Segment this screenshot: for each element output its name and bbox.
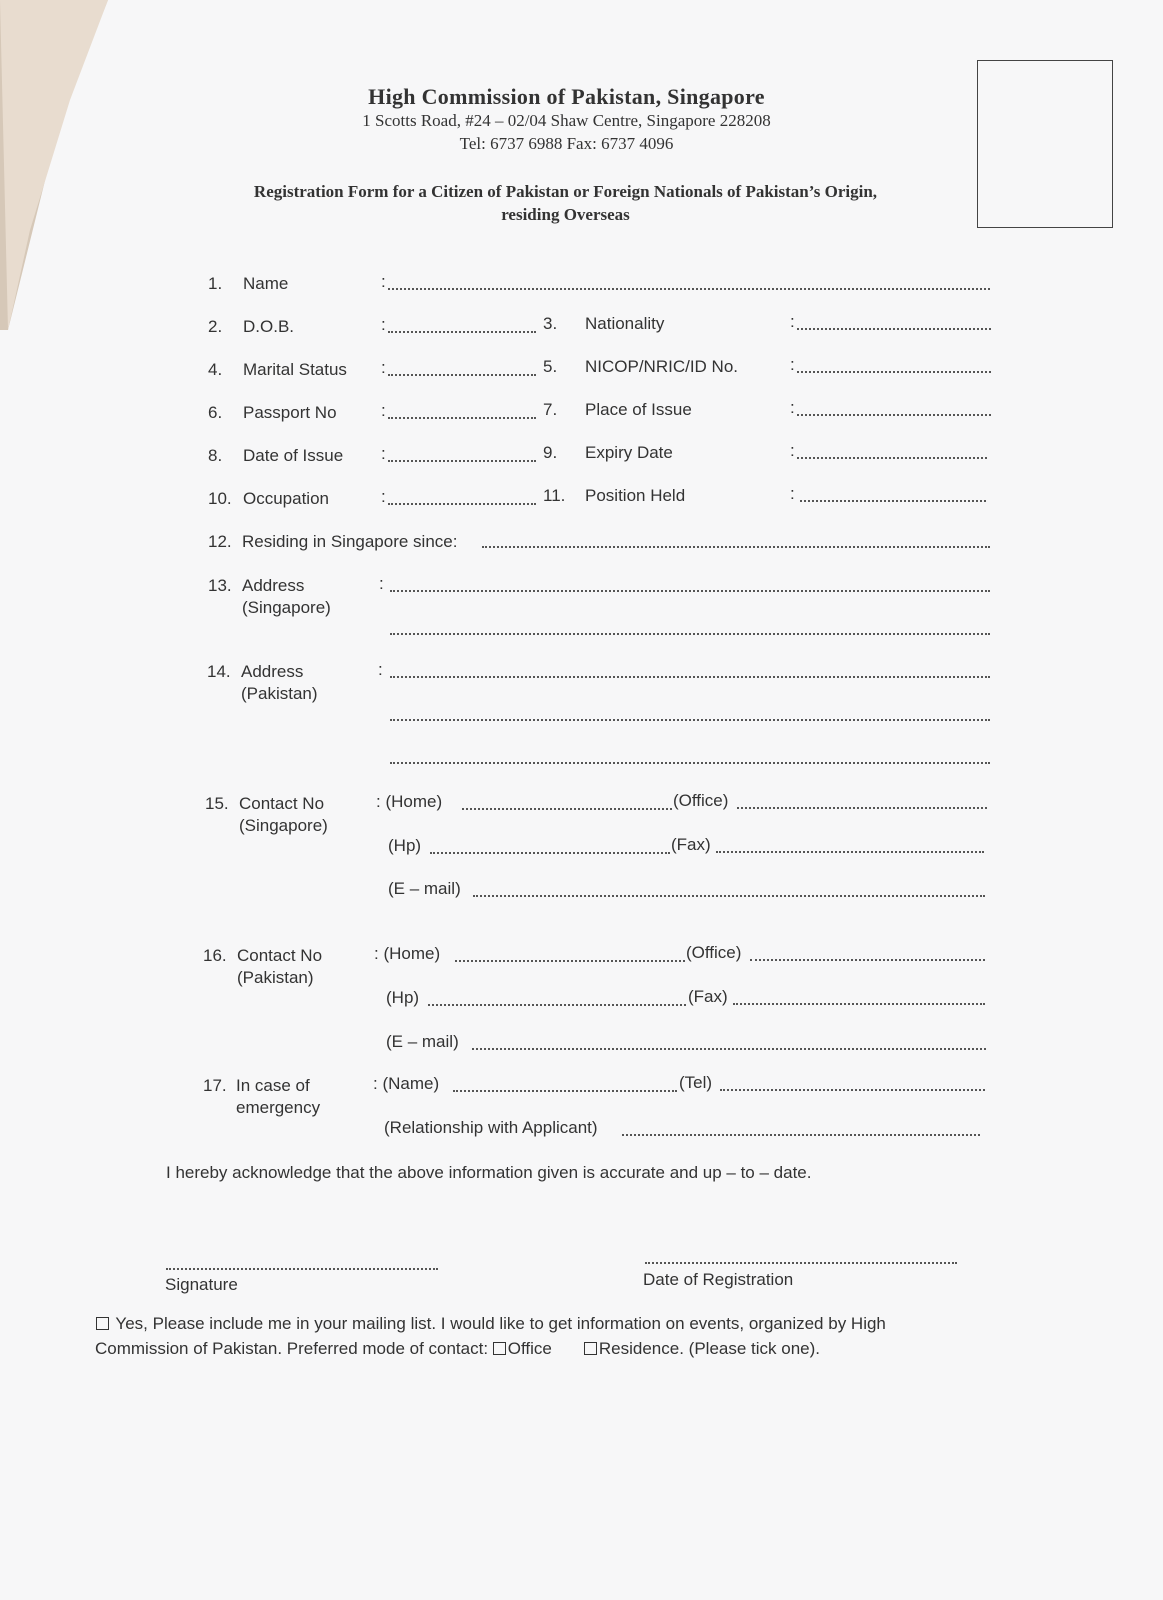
field-3-number: 3.: [543, 314, 558, 333]
field-14-sublabel: (Pakistan): [241, 684, 318, 703]
address-sg-line-2[interactable]: [390, 633, 990, 635]
field-10-label: Occupation: [243, 489, 329, 508]
emergency-tel-line[interactable]: [720, 1089, 985, 1091]
field-13-sublabel: (Singapore): [242, 598, 331, 617]
residence-option-label: Residence. (Please tick one).: [598, 1339, 820, 1358]
date-of-issue-input-line[interactable]: [388, 460, 536, 462]
mailing-list-checkbox[interactable]: [96, 1317, 109, 1330]
preferred-contact-text: Commission of Pakistan. Preferred mode of contact:: [95, 1339, 493, 1358]
field-2-label: D.O.B.: [243, 317, 295, 336]
emergency-name-label: : (Name): [373, 1074, 440, 1093]
email-label: (E – mail): [386, 1032, 459, 1051]
field-9-label: Expiry Date: [585, 443, 673, 462]
date-of-registration-line[interactable]: [645, 1262, 957, 1264]
residing-since-input-line[interactable]: [482, 546, 990, 548]
hp-label: (Hp): [388, 836, 422, 855]
sg-hp-line[interactable]: [430, 852, 670, 854]
signature-line[interactable]: [166, 1268, 438, 1270]
header-org: High Commission of Pakistan, Singapore: [368, 84, 765, 109]
colon: :: [790, 484, 795, 503]
residence-checkbox[interactable]: [584, 1342, 597, 1355]
field-2-number: 2.: [208, 317, 223, 336]
field-17-number: 17.: [203, 1076, 227, 1095]
field-7-number: 7.: [543, 400, 558, 419]
office-label: (Office): [673, 791, 729, 810]
signature-label: Signature: [165, 1275, 238, 1294]
field-6-number: 6.: [208, 403, 223, 422]
field-12-number: 12.: [208, 532, 232, 551]
sg-office-phone-line[interactable]: [737, 807, 987, 809]
colon: :: [381, 487, 386, 506]
fax-label: (Fax): [671, 835, 711, 854]
place-of-issue-input-line[interactable]: [797, 414, 991, 416]
marital-status-input-line[interactable]: [388, 374, 536, 376]
home-label: : (Home): [376, 792, 443, 811]
colon: :: [790, 398, 795, 417]
position-held-input-line[interactable]: [800, 500, 986, 502]
mailing-list-line2: [95, 1339, 820, 1359]
field-8-label: Date of Issue: [243, 446, 344, 465]
nationality-input-line[interactable]: [797, 328, 991, 330]
sg-home-phone-line[interactable]: [462, 808, 672, 810]
colon: :: [790, 441, 795, 460]
emergency-tel-label: (Tel): [679, 1073, 713, 1092]
field-8-number: 8.: [208, 446, 223, 465]
mailing-list-line1: [96, 1314, 886, 1334]
scanner-shadow-edge: [0, 0, 130, 330]
office-label: (Office): [686, 943, 742, 962]
address-pk-line-2[interactable]: [390, 719, 990, 721]
field-5-number: 5.: [543, 357, 558, 376]
sg-fax-line[interactable]: [716, 851, 984, 853]
passport-no-input-line[interactable]: [388, 417, 536, 419]
field-15-label: Contact No: [239, 794, 325, 813]
field-7-label: Place of Issue: [585, 400, 692, 419]
pk-hp-line[interactable]: [428, 1004, 686, 1006]
colon: :: [790, 312, 795, 331]
field-16-sublabel: (Pakistan): [237, 968, 314, 987]
address-pk-line-3[interactable]: [390, 762, 990, 764]
occupation-input-line[interactable]: [388, 503, 536, 505]
colon: :: [381, 315, 386, 334]
field-11-label: Position Held: [585, 486, 686, 505]
field-4-number: 4.: [208, 360, 223, 379]
form-title-line2: residing Overseas: [501, 205, 630, 224]
fax-label: (Fax): [688, 987, 728, 1006]
office-checkbox[interactable]: [493, 1342, 506, 1355]
field-4-label: Marital Status: [243, 360, 347, 379]
field-15-number: 15.: [205, 794, 229, 813]
field-17-label: In case of: [236, 1076, 310, 1095]
field-16-number: 16.: [203, 946, 227, 965]
header-address: 1 Scotts Road, #24 – 02/04 Shaw Centre, Singapore 228208: [362, 111, 771, 130]
emergency-name-line[interactable]: [453, 1090, 677, 1092]
colon: :: [381, 272, 386, 291]
name-input-line[interactable]: [388, 288, 990, 290]
office-option-label: Office: [507, 1339, 552, 1358]
field-1-number: 1.: [208, 274, 223, 293]
field-13-label: Address: [242, 576, 305, 595]
field-15-sublabel: (Singapore): [239, 816, 328, 835]
colon: :: [378, 660, 383, 679]
colon: :: [379, 574, 384, 593]
dob-input-line[interactable]: [388, 331, 536, 333]
relationship-line[interactable]: [622, 1134, 980, 1136]
field-12-label: Residing in Singapore since:: [242, 532, 458, 551]
pk-fax-line[interactable]: [733, 1003, 985, 1005]
field-9-number: 9.: [543, 443, 558, 462]
field-13-number: 13.: [208, 576, 232, 595]
hp-label: (Hp): [386, 988, 420, 1007]
field-5-label: NICOP/NRIC/ID No.: [585, 357, 739, 376]
date-of-registration-label: Date of Registration: [643, 1270, 794, 1289]
relationship-label: (Relationship with Applicant): [384, 1118, 598, 1137]
field-10-number: 10.: [208, 489, 232, 508]
field-11-number: 11.: [543, 486, 566, 505]
colon: :: [381, 358, 386, 377]
field-17-sublabel: emergency: [236, 1098, 321, 1117]
email-label: (E – mail): [388, 879, 461, 898]
field-6-label: Passport No: [243, 403, 337, 422]
mailing-list-text: Yes, Please include me in your mailing list. I would like to get information on events, organized by High: [115, 1314, 886, 1333]
expiry-date-input-line[interactable]: [797, 457, 987, 459]
home-label: : (Home): [374, 944, 441, 963]
field-16-label: Contact No: [237, 946, 323, 965]
field-1-label: Name: [243, 274, 289, 293]
field-3-label: Nationality: [585, 314, 665, 333]
colon: :: [790, 355, 795, 374]
sg-email-line[interactable]: [473, 895, 985, 897]
field-14-label: Address: [241, 662, 304, 681]
header-contact: Tel: 6737 6988 Fax: 6737 4096: [459, 134, 674, 153]
address-pk-line-1[interactable]: [390, 676, 990, 678]
acknowledgement-text: I hereby acknowledge that the above information given is accurate and up – to – date.: [166, 1163, 812, 1182]
id-number-input-line[interactable]: [797, 371, 991, 373]
form-title-line1: Registration Form for a Citizen of Pakistan or Foreign Nationals of Pakistan’s Origin,: [253, 182, 878, 201]
pk-email-line[interactable]: [472, 1048, 986, 1050]
field-14-number: 14.: [207, 662, 231, 681]
colon: :: [381, 401, 386, 420]
address-sg-line-1[interactable]: [390, 590, 990, 592]
pk-home-phone-line[interactable]: [455, 960, 685, 962]
colon: :: [381, 444, 386, 463]
pk-office-phone-line[interactable]: [750, 959, 985, 961]
